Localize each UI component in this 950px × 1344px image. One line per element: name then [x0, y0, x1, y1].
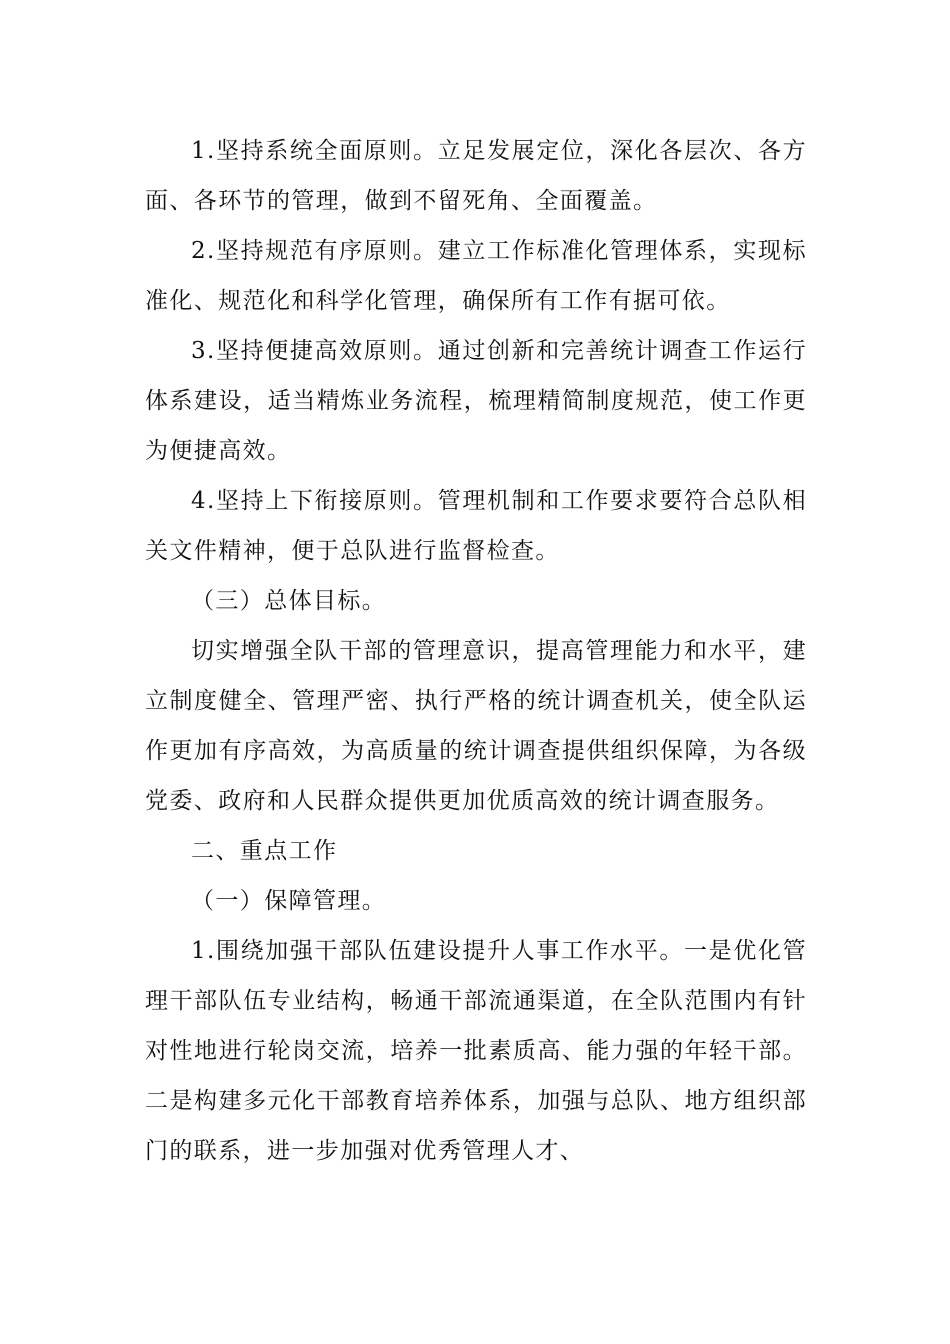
key-work-heading: 二、重点工作	[191, 838, 338, 864]
overall-goal-heading: （三）总体目标。	[191, 588, 387, 614]
principle-3-paragraph: 3.坚持便捷高效原则。通过创新和完善统计调查工作运行体系建设，适当精炼业务流程，梳理精简制度规范，使工作更为便捷高效。	[145, 338, 807, 464]
document-body	[145, 126, 807, 1176]
principle-4-paragraph: 4.坚持上下衔接原则。管理机制和工作要求要符合总队相关文件精神，便于总队进行监督检查。	[145, 488, 807, 564]
overall-goal-paragraph: 切实增强全队干部的管理意识，提高管理能力和水平，建立制度健全、管理严密、执行严格的统计调查机关，使全队运作更加有序高效，为高质量的统计调查提供组织保障，为各级党委、政府和人民群众提供更加优质高效的统计调查服务。	[145, 638, 807, 814]
principle-2-paragraph: 2.坚持规范有序原则。建立工作标准化管理体系，实现标准化、规范化和科学化管理，确保所有工作有据可依。	[145, 238, 807, 314]
personnel-work-paragraph: 1.围绕加强干部队伍建设提升人事工作水平。一是优化管理干部队伍专业结构，畅通干部流通渠道，在全队范围内有针对性地进行轮岗交流，培养一批素质高、能力强的年轻干部。二是构建多元化干部教育培养体系，加强与总队、地方组织部门的联系，进一步加强对优秀管理人才、	[145, 938, 807, 1164]
support-management-heading: （一）保障管理。	[191, 888, 387, 914]
principle-1-paragraph: 1.坚持系统全面原则。立足发展定位，深化各层次、各方面、各环节的管理，做到不留死角、全面覆盖。	[145, 138, 807, 214]
